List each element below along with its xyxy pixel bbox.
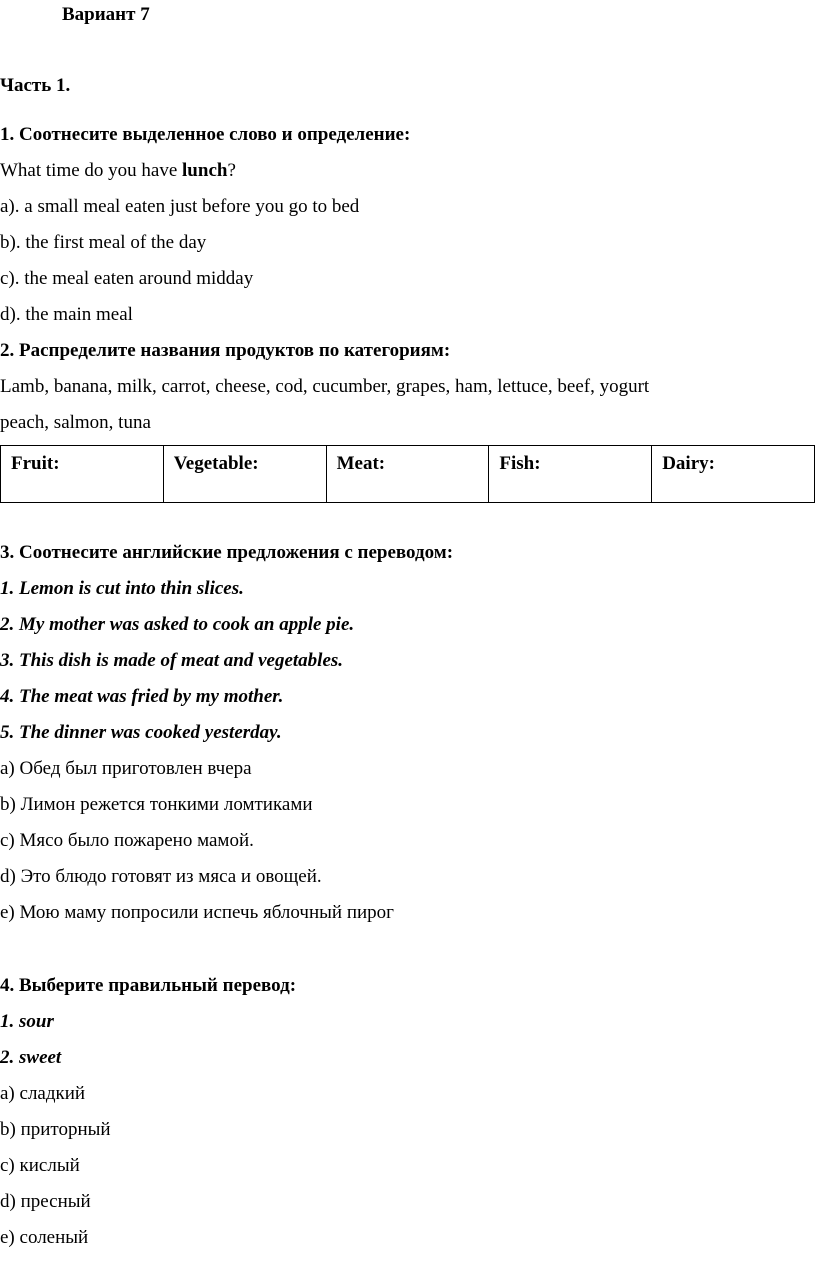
task3-sentence-2: 2. My mother was asked to cook an apple pie.: [0, 614, 355, 635]
task3-sentence-3: 3. This dish is made of meat and vegetables.: [0, 650, 344, 671]
task4-word-2: 2. sweet: [0, 1047, 62, 1068]
task1-option-d: d). the main meal: [0, 304, 133, 325]
task2-words-line1: Lamb, banana, milk, carrot, cheese, cod, cucumber, grapes, ham, lettuce, beef, yogurt: [0, 376, 650, 397]
category-dairy: Dairy:: [652, 446, 815, 503]
task4-word-1: 1. sour: [0, 1011, 54, 1032]
task4-option-a: a) сладкий: [0, 1083, 86, 1104]
task2-words-line2: peach, salmon, tuna: [0, 412, 151, 433]
task2-title: 2. Распределите названия продуктов по категориям:: [0, 340, 451, 361]
category-meat: Meat:: [326, 446, 489, 503]
task3-translation-a: a) Обед был приготовлен вчера: [0, 758, 252, 779]
category-vegetable: Vegetable:: [163, 446, 326, 503]
task3-sentence-4: 4. The meat was fried by my mother.: [0, 686, 284, 707]
task1-question-before: What time do you have: [0, 160, 183, 181]
task1-question-after: ?: [227, 160, 236, 181]
task4-option-e: e) соленый: [0, 1227, 89, 1248]
task1-title: 1. Соотнесите выделенное слово и определение:: [0, 124, 411, 145]
task3-translation-e: e) Мою маму попросили испечь яблочный пирог: [0, 902, 394, 923]
task1-option-a: a). a small meal eaten just before you go to bed: [0, 196, 360, 217]
task3-sentence-1: 1. Lemon is cut into thin slices.: [0, 578, 244, 599]
task4-title: 4. Выберите правильный перевод:: [0, 975, 297, 996]
task3-translation-b: b) Лимон режется тонкими ломтиками: [0, 794, 313, 815]
task3-translation-c: c) Мясо было пожарено мамой.: [0, 830, 254, 851]
category-row: [1, 446, 815, 503]
task3-title: 3. Соотнесите английские предложения с переводом:: [0, 542, 454, 563]
task1-option-b: b). the first meal of the day: [0, 232, 207, 253]
category-fish: Fish:: [489, 446, 652, 503]
category-fruit: Fruit:: [1, 446, 164, 503]
task1-question-word: lunch: [182, 160, 228, 181]
task4-option-c: c) кислый: [0, 1155, 80, 1176]
task3-translation-d: d) Это блюдо готовят из мяса и овощей.: [0, 866, 322, 887]
category-table: [0, 445, 815, 503]
task3-sentence-5: 5. The dinner was cooked yesterday.: [0, 722, 282, 743]
task1-option-c: c). the meal eaten around midday: [0, 268, 254, 289]
task4-option-d: d) пресный: [0, 1191, 91, 1212]
task4-option-b: b) приторный: [0, 1119, 111, 1140]
part-title: Часть 1.: [0, 75, 71, 96]
variant-title: Вариант 7: [62, 4, 150, 25]
task1-question: [0, 159, 236, 183]
